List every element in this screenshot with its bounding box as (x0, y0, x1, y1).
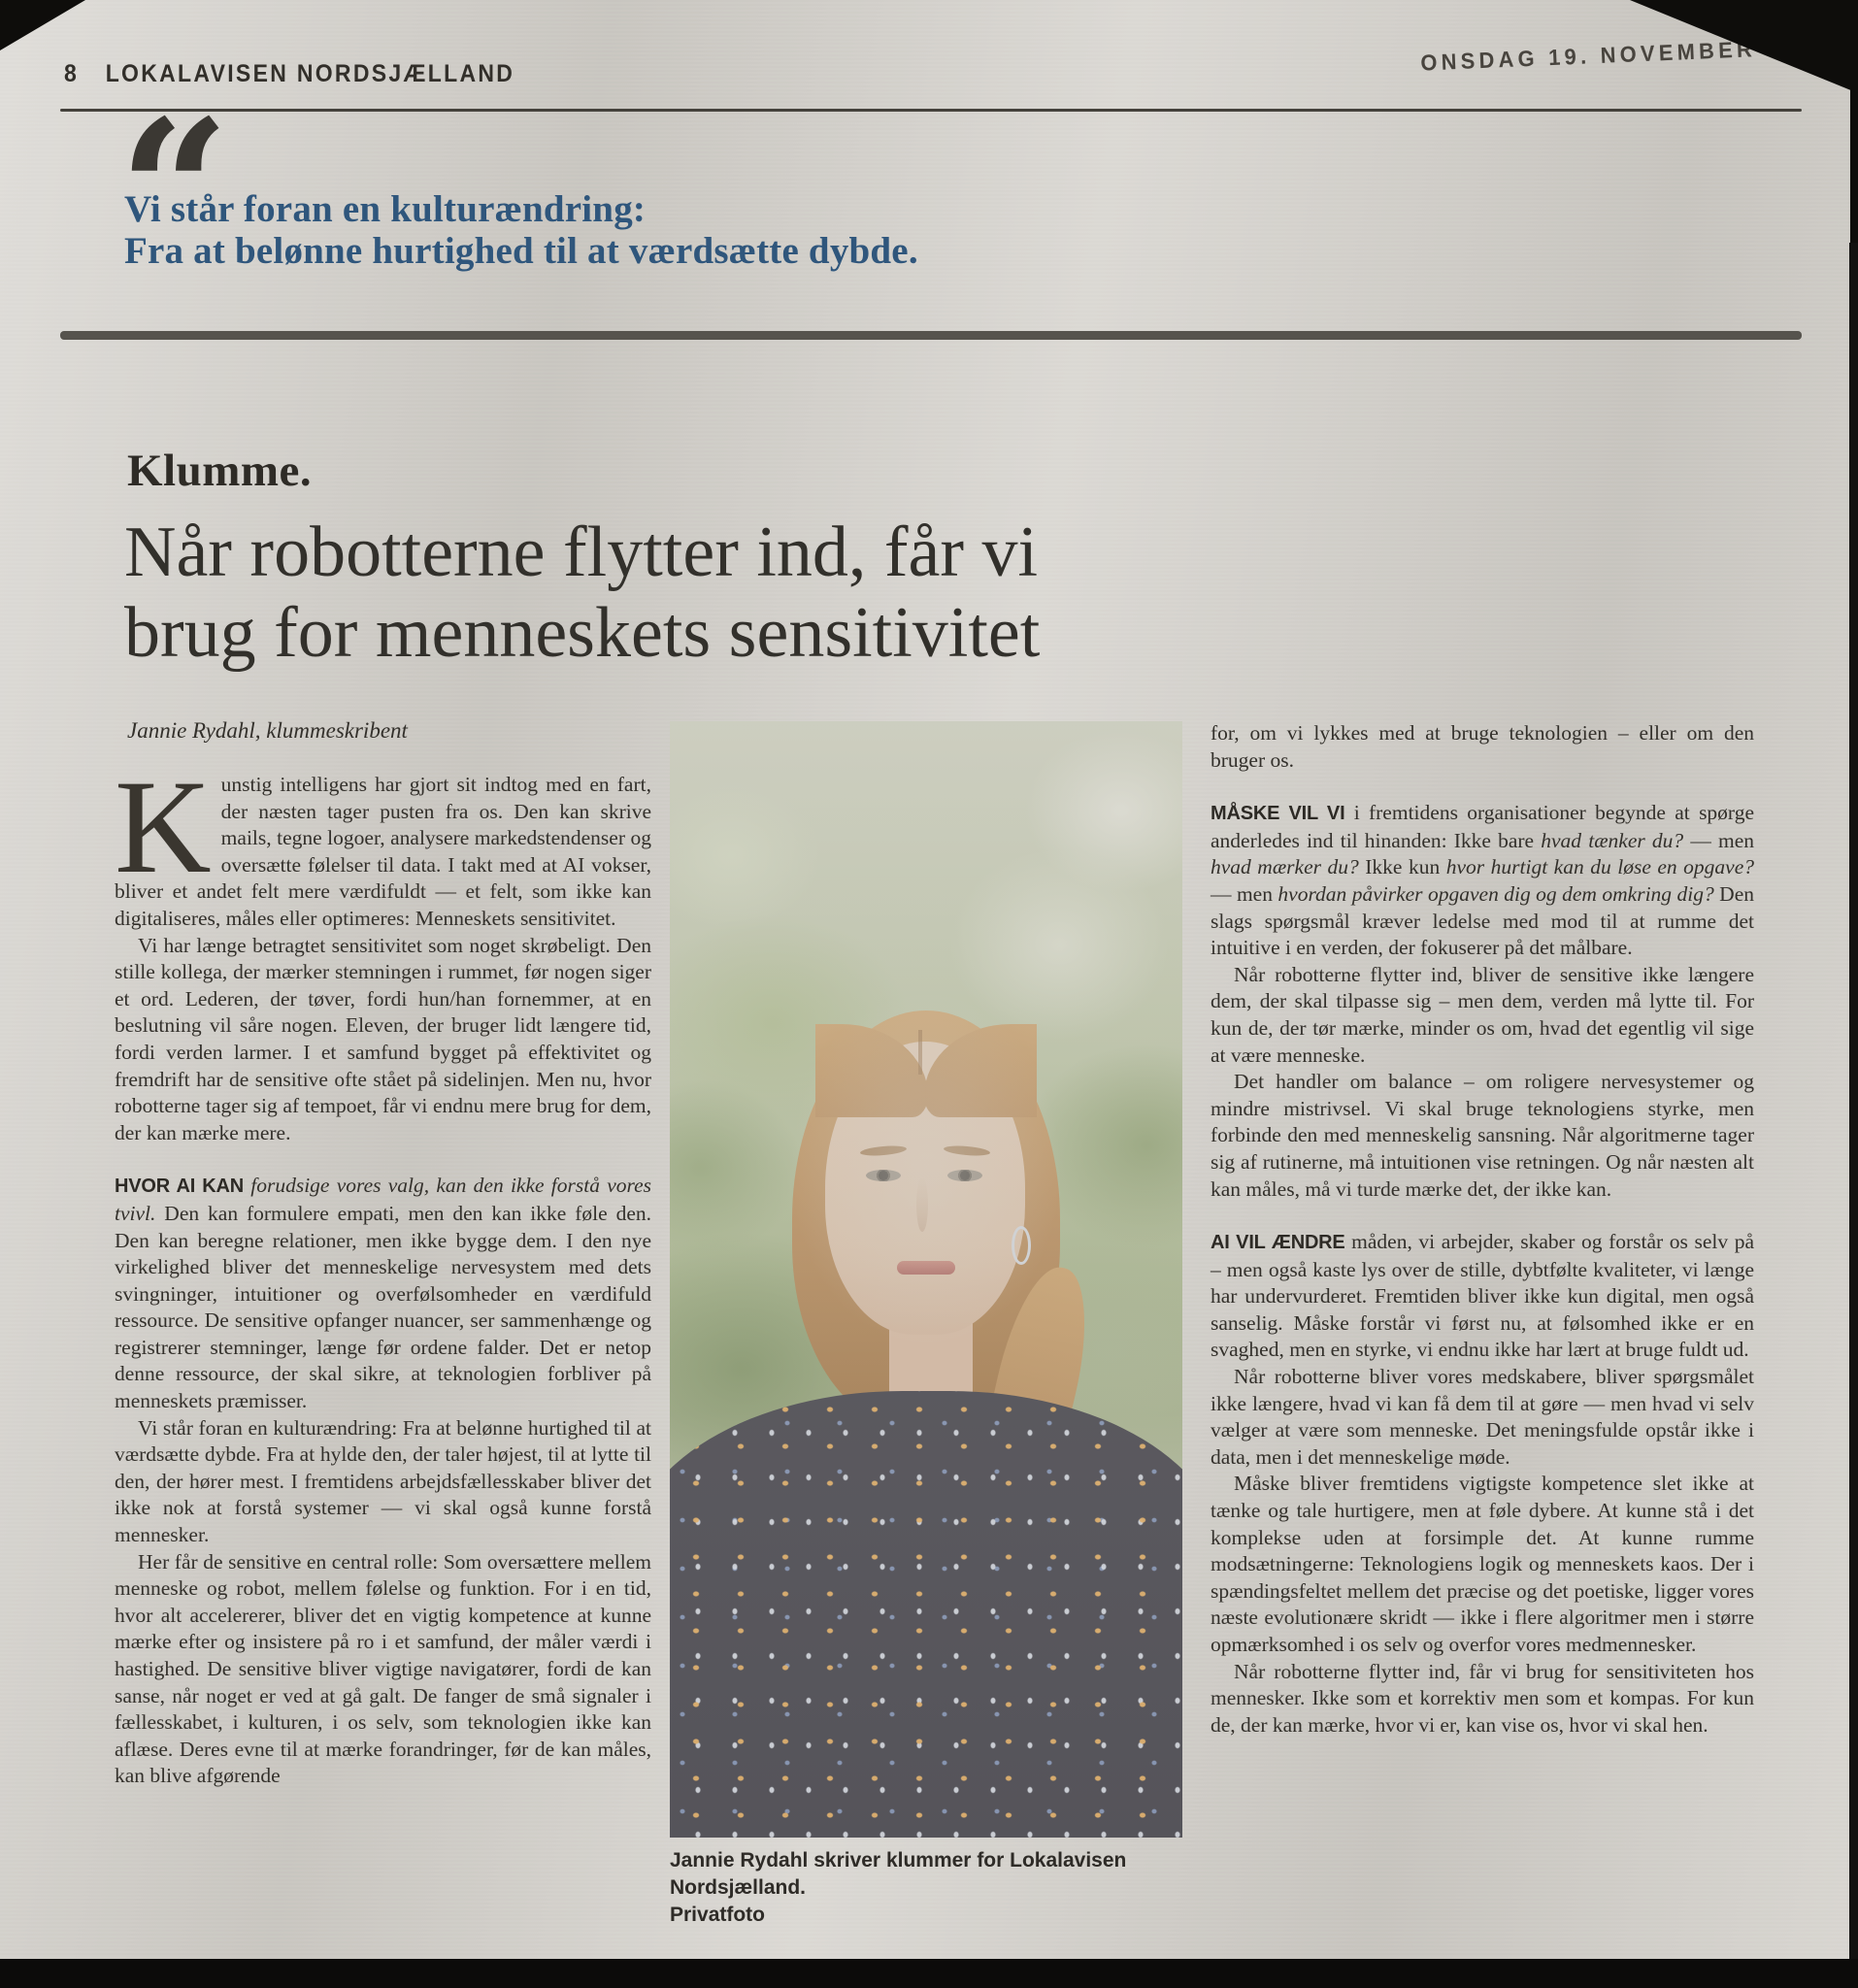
paragraph-text-italic: hvad mærker du? (1211, 855, 1359, 879)
article-column-left (115, 752, 651, 1790)
paper-edge-shadow (0, 1959, 1858, 1988)
article-paragraph: Vi har længe betragtet sensitivitet som noget skrøbeligt. Den stille kollega, der mærker stemningen i rummet, før nogen siger et ord. Lederen, der tøver, fordi hun/han fornemmer, at en beslutning vil såre nogen. Eleven, der bruger lidt længere tid, fordi verden larmer. I et samfund bygget på effektivitet og fremdrift har de sensitive ofte stået på sidelinjen. Men nu, hvor robotterne tager sig af tempoet, får vi endnu mere brug for dem, der kan mærke mere. (115, 933, 651, 1144)
kicker: Klumme. (127, 446, 313, 496)
article-paragraph (115, 752, 651, 933)
caption-line: Jannie Rydahl skriver klummer for Lokalavisen Nordsjælland. (670, 1849, 1127, 1899)
article-paragraph: Måske bliver fremtidens vigtigste kompetence slet ikke at tænke og tale hurtigere, men at føle dybere. At kunne stå i det komplekse uden at forsimple det. At kunne rumme modsætningerne: Teknologiens logik og menneskets kaos. Der i spændingsfeltet mellem det præcise og det poetiske, ligger vores næste evolutionære skridt — ikke i flere algoritmer men i større opmærksomhed i os selv og overfor vores medmennesker. (1211, 1472, 1754, 1656)
issue-date: ONSDAG 19. NOVEMBER 2025 (1419, 33, 1831, 76)
photo-newsprint-wash (670, 721, 1182, 1838)
photo-caption (670, 1847, 1194, 1929)
byline: Jannie Rydahl, klummeskribent (127, 718, 408, 743)
article-paragraph (1211, 1229, 1754, 1364)
headline (124, 513, 1483, 674)
section-lead: AI VIL ÆNDRE (1211, 1232, 1352, 1254)
article-paragraph (115, 1173, 651, 1414)
quote-icon: “ (118, 93, 231, 214)
page-number: 8 (64, 60, 80, 87)
article-paragraph: Det handler om balance – om roligere nervesystemer og mindre mistrivsel. Vi skal bruge teknologiens styrke, men forbinde den med menneskelig sansning. Når algoritmerne tager sig af rutinerne, må intuitionen vise retningen. Og når næsten alt kan måles, må vi turde mærke det, der ikke kan. (1211, 1070, 1754, 1201)
paragraph-text: — men (1211, 881, 1278, 906)
article-paragraph: for, om vi lykkes med at bruge teknologien – eller om den bruger os. (1211, 721, 1754, 772)
article-paragraph: Her får de sensitive en central rolle: Som oversættere mellem menneske og robot, mellem følelse og funktion. For i en tid, hvor alt accelererer, bliver det en vigtig kompetence at kunne mærke efter og insistere på ro i et samfund, der måler værdi i hastighed. De sensitive bliver vigtige navigatører, fordi de kan sanse, når noget er ved at gå galt. De fanger de små signaler i fællesskabet, i kulturen, i os selv, som teknologien ikke kan aflæse. Deres evne til at mærke forandringer, før de kan måles, kan blive afgørende (115, 1549, 651, 1788)
drop-cap: K (115, 752, 212, 901)
photo-corner-shadow (1630, 0, 1858, 93)
headline-line: brug for menneskets sensitivitet (124, 593, 1041, 673)
paragraph-text-italic: hvad tænker du? (1541, 828, 1684, 852)
article-paragraph: Når robotterne flytter ind, bliver de sensitive ikke længere dem, der skal tilpasse sig – men dem, verden må lytte til. For kun de, der tør mærke, minder os om, hvad det egentlig vil sige at være menneske. (1211, 962, 1754, 1067)
paragraph-text: Den kan formulere empati, men den kan ikke føle den. Den kan beregne relationer, men ikke bygge dem. I den nye virkelighed bliver det menneskelige nervesystem med dets svingninger, intuitioner og overfølsomheder en værdifuld ressource. De sensitive opfanger nuancer, ser sammenhænge og registrerer stemninger, længe før ordene falder. Det er netop denne ressource, der skal sikre, at teknologien forbliver på menneskets præmisser. (115, 1201, 651, 1413)
article-paragraph: Når robotterne bliver vores medskabere, bliver spørgsmålet ikke længere, hvad vi kan få dem til at gøre — men hvad vi selv vælger at være som menneske. Det meningsfulde opstår ikke i data, men i det menneskelige møde. (1211, 1365, 1754, 1469)
paragraph-text: i fremtidens organisationer begynde at spørge anderledes ind til hinanden: Ikke bare (1211, 801, 1754, 852)
paragraph-text: Den slags spørgsmål kræver ledelse med mod til at rumme det intuitive i en verden, der fokuserer på det målbare. (1211, 881, 1754, 960)
pull-quote-line: Fra at belønne hurtighed til at værdsætte dybde. (124, 230, 918, 272)
article-column-right (1211, 720, 1754, 1739)
section-lead: HVOR AI KAN (115, 1176, 251, 1198)
article-paragraph: Vi står foran en kulturændring: Fra at belønne hurtighed til at værdsætte dybde. Fra at hylde den, der taler højest, til at lytte til den, der hører mest. I fremtidens arbejdsfællesskaber bliver det ikke nok at forstå systemer — vi skal også kunne forstå mennesker. (115, 1415, 651, 1547)
paragraph-text: Ikke kun (1358, 855, 1446, 879)
paper-edge-shadow (1849, 243, 1858, 1961)
paragraph-text-italic: hvordan påvirker opgaven dig og dem omkring dig? (1277, 881, 1714, 906)
section-rule (60, 331, 1802, 340)
article-paragraph (1211, 800, 1754, 962)
headline-line: Når robotterne flytter ind, får vi (124, 513, 1039, 592)
pull-quote (124, 188, 1483, 272)
photo-corner-shadow (0, 0, 85, 50)
portrait-photo (670, 721, 1182, 1838)
pull-quote-line: Vi står foran en kulturændring: (124, 188, 647, 230)
paragraph-text: — men (1683, 828, 1754, 852)
caption-line: Privatfoto (670, 1904, 766, 1926)
paragraph-text-italic: hvor hurtigt kan du løse en opgave? (1445, 855, 1754, 879)
paragraph-text: måden, vi arbejder, skaber og forstår os selv på – men også kaste lys over de stille, dybtfølte kvaliteter, vi længe har undervurderet. Fremtiden bliver ikke kun digital, men også sanselig. Måske forstår vi først nu, at følsomhed ikke er en svaghed, men en styrke, vi endnu ikke har lært at bruge fuldt ud. (1211, 1230, 1755, 1362)
article-paragraph: Når robotterne flytter ind, får vi brug for sensitiviteten hos mennesker. Ikke som et korrektiv men som et kompas. For kun de, der kan mærke, hvor vi er, kan vise os, hvor vi skal hen. (1211, 1659, 1754, 1737)
section-lead: MÅSKE VIL VI (1211, 803, 1354, 825)
newspaper-name: LOKALAVISEN NORDSJÆLLAND (105, 60, 515, 87)
masthead-rule (60, 109, 1802, 112)
masthead (64, 60, 514, 88)
paragraph-text-italic: forudsige vores valg, kan den ikke forstå vores tvivl. (115, 1174, 651, 1225)
paragraph-text: unstig intelligens har gjort sit indtog med en fart, der næsten tager pusten fra os. Den kan skrive mails, tegne logoer, analysere markedstendenser og oversætte følelser til data. I takt med at AI vokser, bliver et andet felt mere værdifuldt — et felt, som ikke kan digitaliseres, måles eller optimeres: Menneskets sensitivitet. (115, 773, 651, 930)
